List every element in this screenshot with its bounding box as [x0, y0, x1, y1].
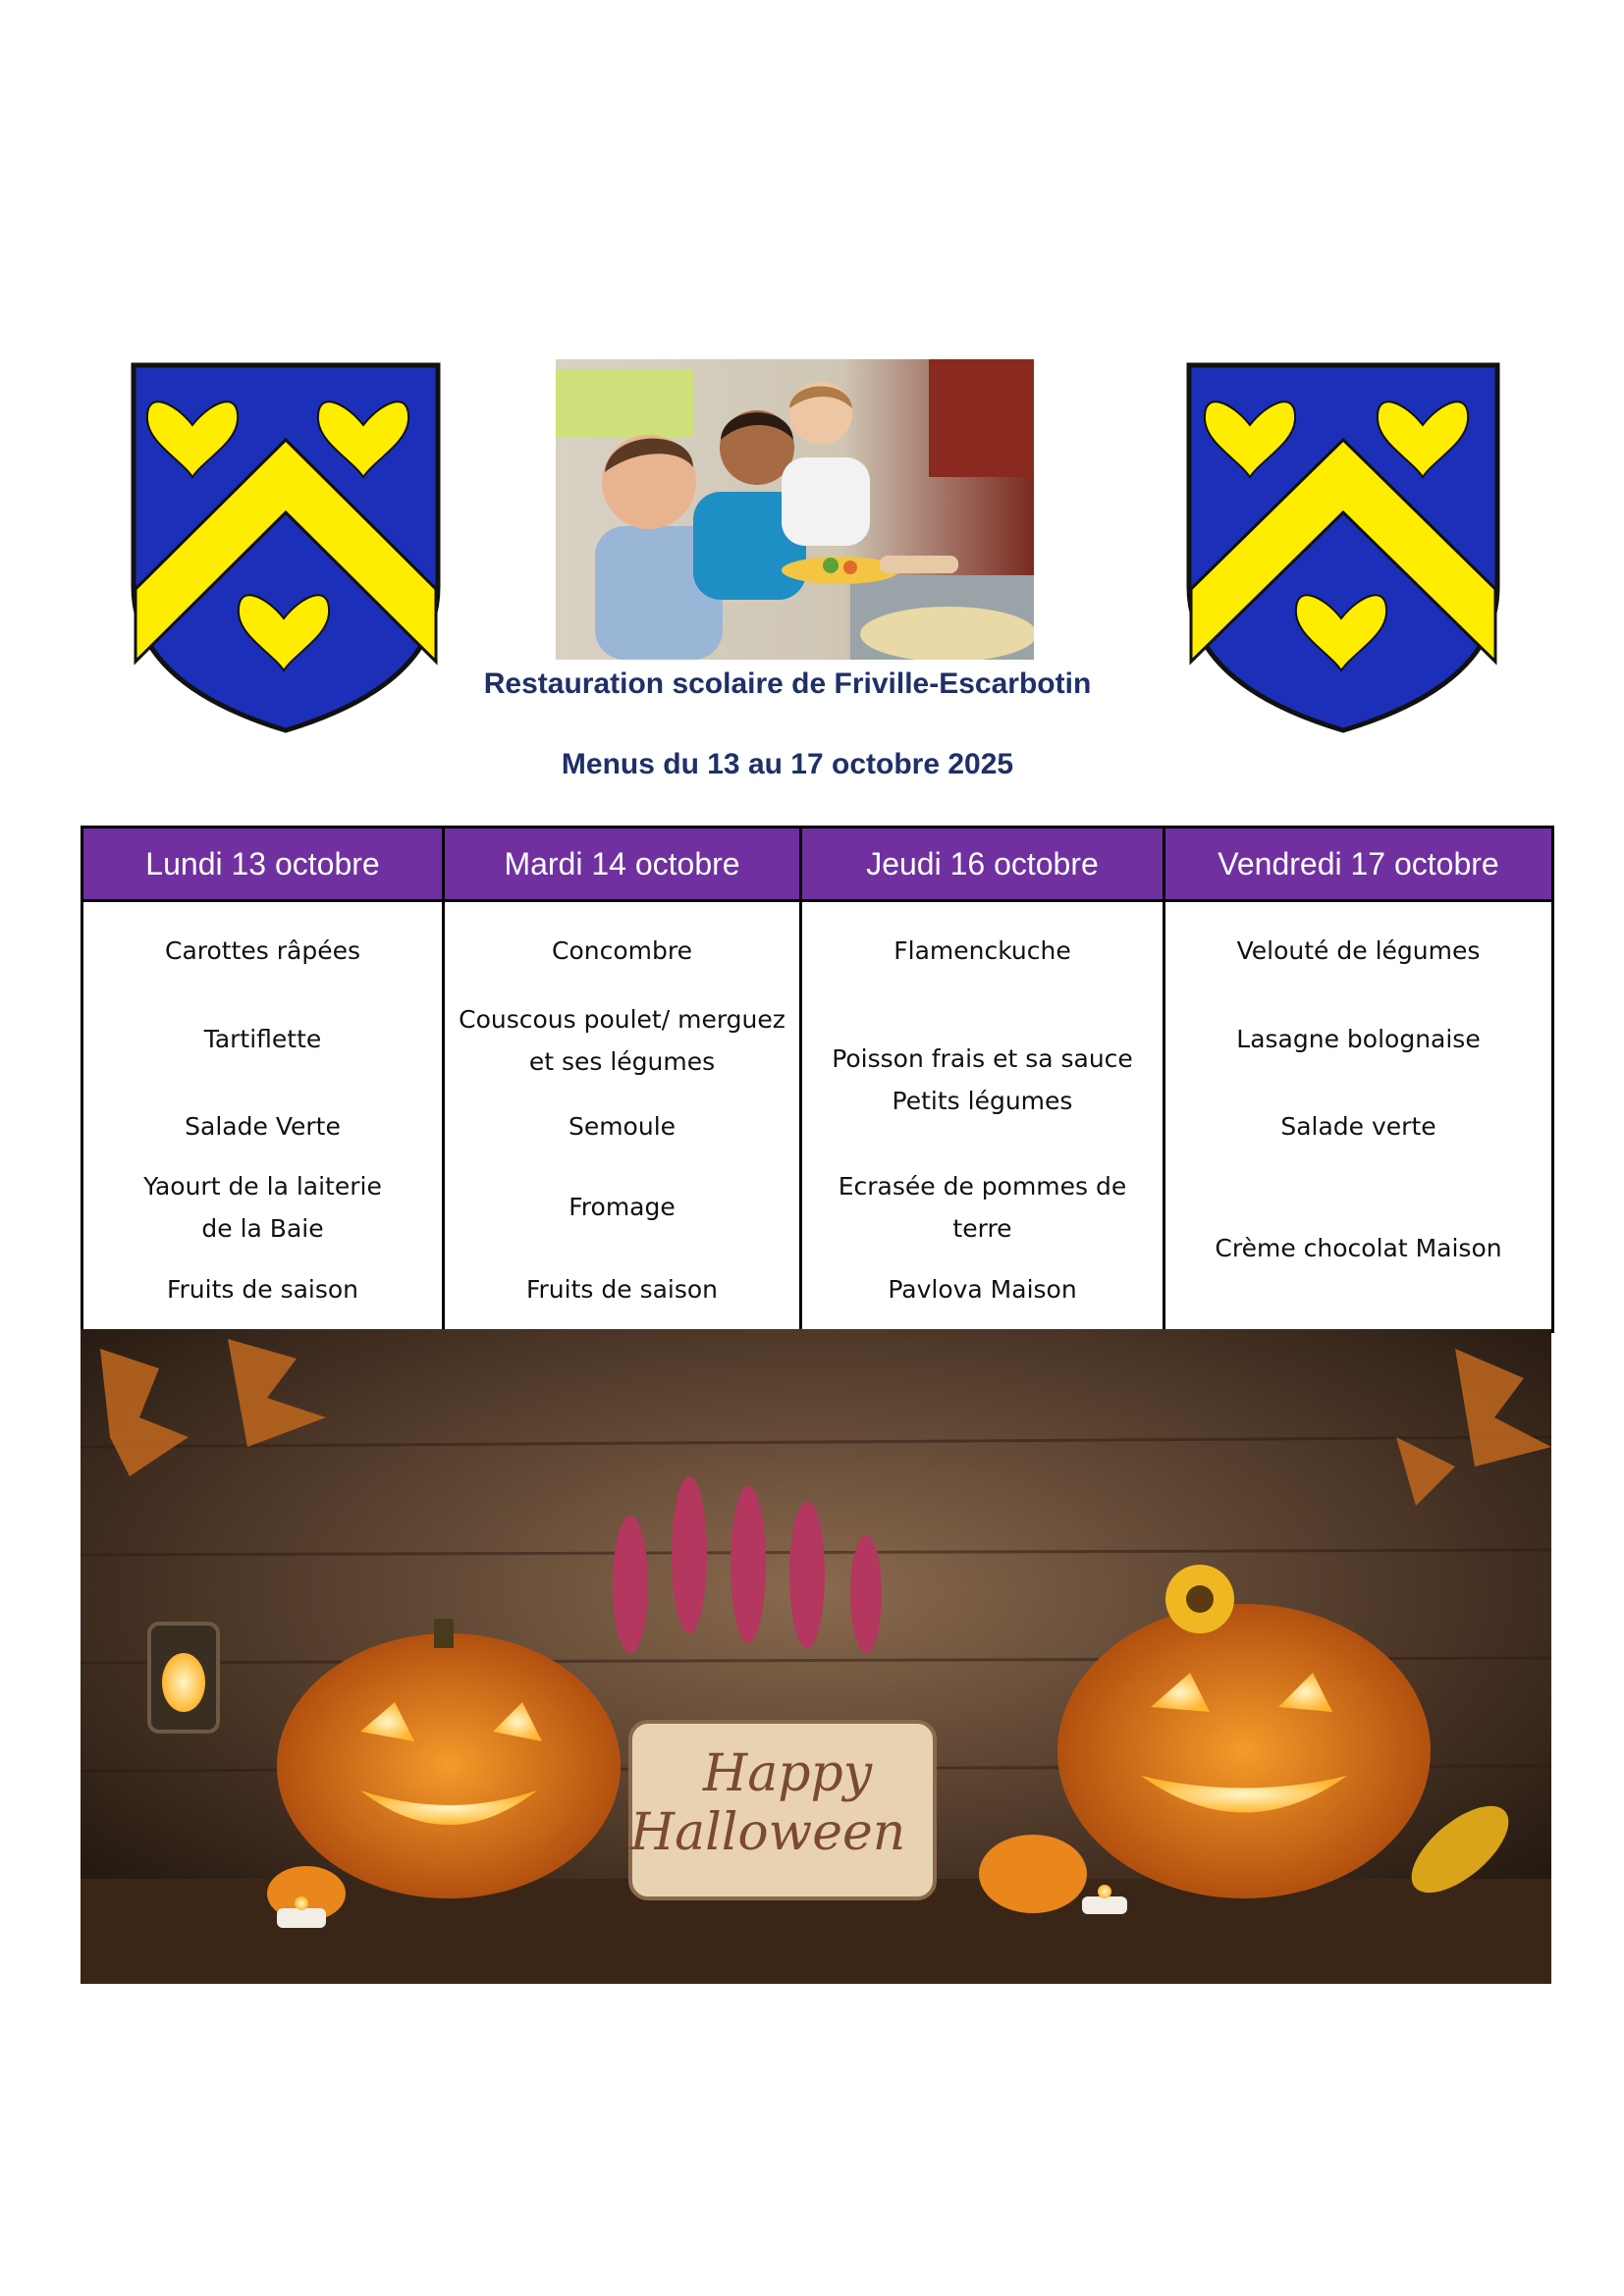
menu-dishes-row — [82, 901, 1553, 1332]
day-header-friday: Vendredi 17 octobre — [1164, 828, 1553, 901]
dish-dessert: Fruits de saison — [525, 1275, 719, 1304]
sign-text-halloween: Halloween — [629, 1803, 906, 1862]
dish-starter: Flamenckuche — [893, 936, 1071, 965]
dish-side-line2: terre — [952, 1214, 1012, 1243]
dish-main-line2: Petits légumes — [892, 1087, 1073, 1115]
week-title: Menus du 13 au 17 octobre 2025 — [561, 748, 1014, 780]
dish-starter: Concombre — [552, 936, 692, 965]
sign-text-happy: Happy — [702, 1744, 873, 1803]
dish-main: Couscous poulet/ merguez — [459, 1005, 785, 1034]
weekly-menu-table — [81, 826, 1554, 1333]
dish-starter: Velouté de légumes — [1236, 936, 1481, 965]
dish-dessert: Pavlova Maison — [888, 1275, 1077, 1304]
dish-main-line2: et ses légumes — [528, 1047, 716, 1076]
day-header-monday: Lundi 13 octobre — [82, 828, 444, 901]
dish-dessert: Fruits de saison — [166, 1275, 359, 1304]
menu-header-row — [82, 828, 1553, 901]
dish-dairy-line2: de la Baie — [201, 1214, 324, 1243]
dish-side: Ecrasée de pommes de — [838, 1172, 1127, 1201]
organization-title: Restauration scolaire de Friville-Escarbotin — [483, 667, 1092, 700]
dish-dairy: Yaourt de la laiterie — [143, 1172, 382, 1201]
day-column-tuesday — [444, 901, 801, 1332]
dish-starter: Carottes râpées — [164, 936, 360, 965]
dish-main: Lasagne bolognaise — [1236, 1025, 1481, 1053]
dish-main: Tartiflette — [203, 1025, 322, 1053]
day-header-tuesday: Mardi 14 octobre — [444, 828, 801, 901]
day-column-monday — [82, 901, 444, 1332]
day-column-thursday — [801, 901, 1164, 1332]
dish-dairy: Fromage — [568, 1193, 676, 1221]
dish-main: Poisson frais et sa sauce — [832, 1044, 1133, 1073]
halloween-banner — [81, 1329, 1551, 1984]
day-header-thursday: Jeudi 16 octobre — [801, 828, 1164, 901]
dish-dessert: Crème chocolat Maison — [1215, 1234, 1502, 1262]
dish-side: Salade verte — [1280, 1112, 1436, 1141]
dish-side: Salade Verte — [185, 1112, 341, 1141]
dish-side: Semoule — [568, 1112, 677, 1141]
cafeteria-photo — [556, 359, 1034, 660]
day-column-friday — [1164, 901, 1553, 1332]
